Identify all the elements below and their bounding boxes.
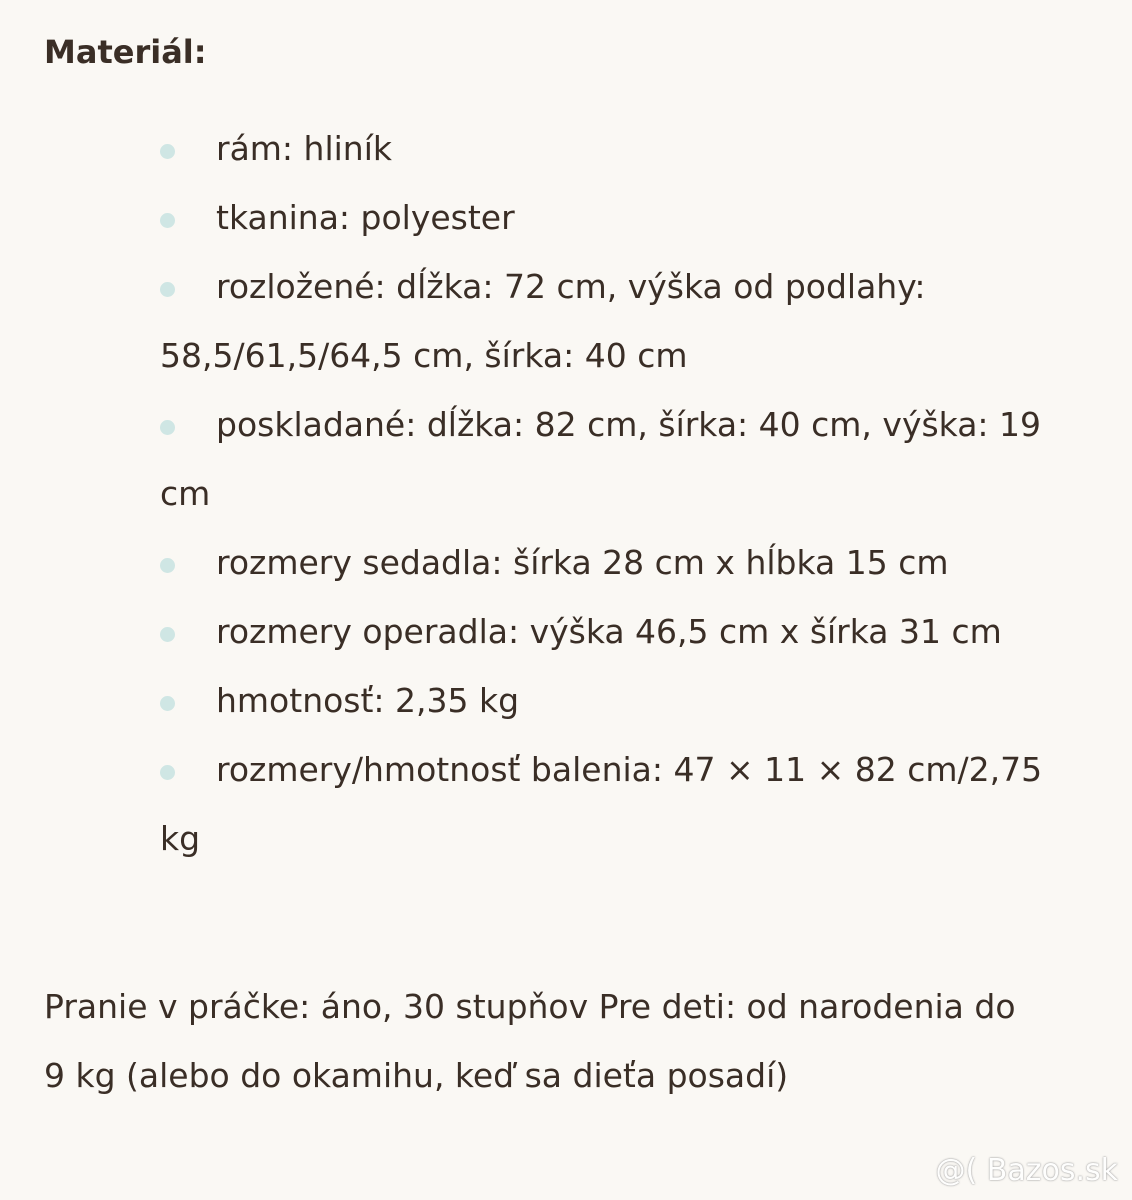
material-list xyxy=(160,114,1060,873)
watermark-logo xyxy=(936,1153,1118,1188)
bullet-icon xyxy=(160,558,175,573)
bullet-icon xyxy=(160,282,175,297)
list-item xyxy=(160,735,1060,873)
list-item-text: rozmery sedadla: šírka 28 cm x hĺbka 15 cm xyxy=(216,543,949,582)
list-item-text: hmotnosť: 2,35 kg xyxy=(216,681,520,720)
list-item xyxy=(160,528,1060,597)
list-item-text: tkanina: polyester xyxy=(216,198,515,237)
list-item xyxy=(160,666,1060,735)
bullet-icon xyxy=(160,144,175,159)
list-item xyxy=(160,114,1060,183)
list-item xyxy=(160,597,1060,666)
bullet-icon xyxy=(160,696,175,711)
bullet-icon xyxy=(160,213,175,228)
bullet-icon xyxy=(160,765,175,780)
bullet-icon xyxy=(160,420,175,435)
list-item xyxy=(160,390,1060,528)
list-item-text: rozmery/hmotnosť balenia: 47 × 11 × 82 cm/2,75 kg xyxy=(160,750,1043,858)
list-item xyxy=(160,183,1060,252)
washing-info-paragraph: Pranie v práčke: áno, 30 stupňov Pre deti: od narodenia do 9 kg (alebo do okamihu, keď sa dieťa posadí) xyxy=(44,987,1016,1095)
list-item-text: poskladané: dĺžka: 82 cm, šírka: 40 cm, výška: 19 cm xyxy=(160,405,1042,513)
list-item-text: rozložené: dĺžka: 72 cm, výška od podlahy: 58,5/61,5/64,5 cm, šírka: 40 cm xyxy=(160,267,926,375)
section-heading: Materiál: xyxy=(44,33,207,71)
list-item-text: rám: hliník xyxy=(216,129,392,168)
list-item-text: rozmery operadla: výška 46,5 cm x šírka 31 cm xyxy=(216,612,1002,651)
bullet-icon xyxy=(160,627,175,642)
list-item xyxy=(160,252,1060,390)
watermark-text: @( Bazos.sk xyxy=(935,1153,1118,1188)
